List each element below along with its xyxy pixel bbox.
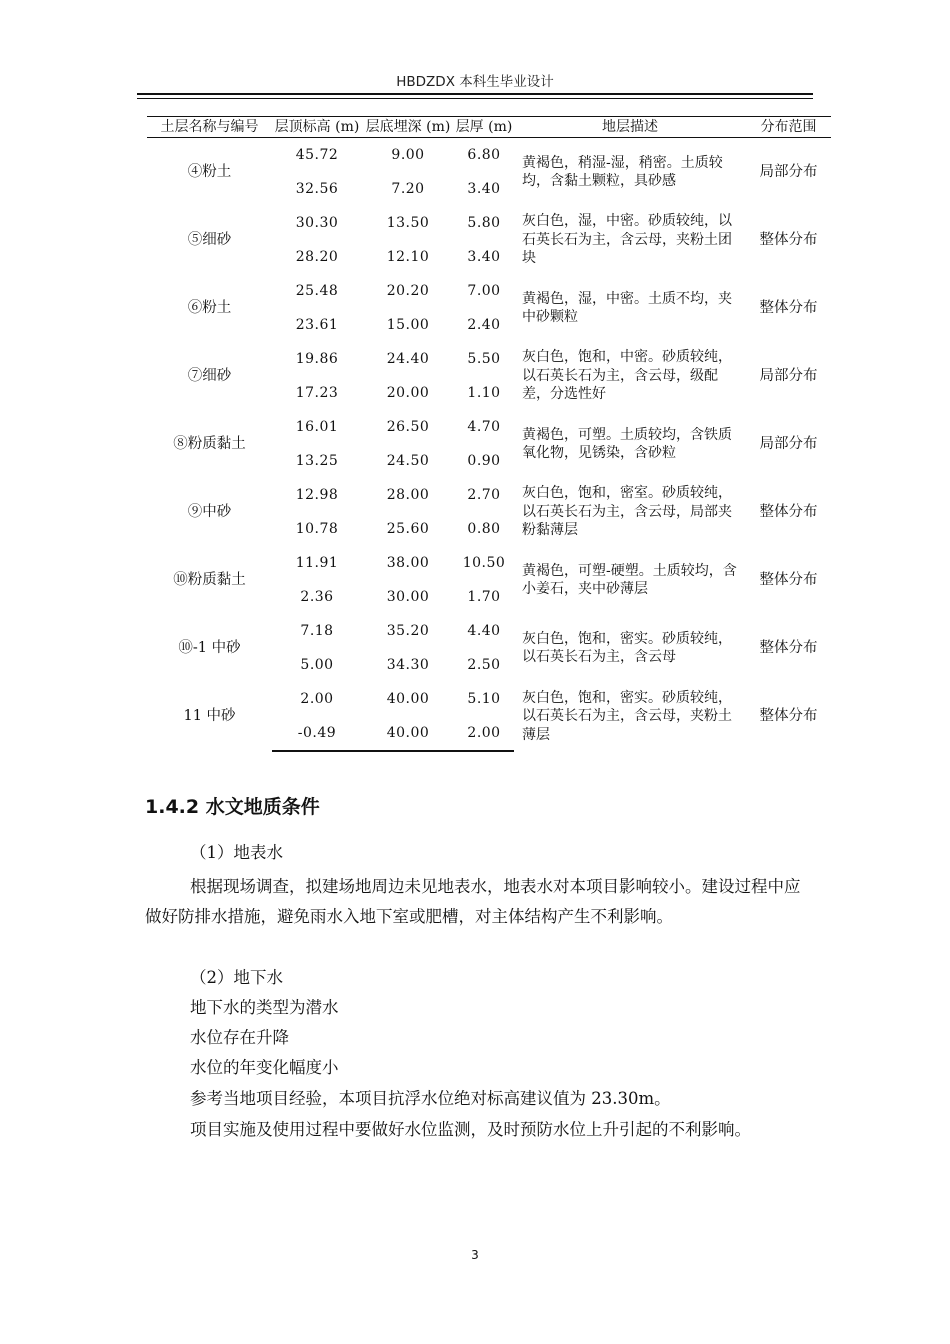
bottom-depth: 24.40 xyxy=(386,350,430,367)
thickness: 5.10 xyxy=(467,690,501,707)
bottom-depth: 28.00 xyxy=(386,486,430,503)
bottom-depth: 7.20 xyxy=(391,180,425,197)
stratum-description: 灰白色，饱和，中密。砂质较纯，以石英长石为主，含云母，级配差，分选性好 xyxy=(522,349,732,403)
top-elevation: 11.91 xyxy=(295,554,339,571)
distribution-range: 整体分布 xyxy=(759,299,818,316)
top-elevation: 23.61 xyxy=(295,316,339,333)
bottom-depth: 12.10 xyxy=(386,248,430,265)
page-number: 3 xyxy=(471,1248,479,1262)
stratum-name: ⑩粉质黏土 xyxy=(173,571,246,588)
header-rule-thin xyxy=(137,98,813,99)
col-header-range: 分布范围 xyxy=(746,117,831,138)
header-rule-thick xyxy=(137,93,813,95)
stratum-name: ⑧粉质黏土 xyxy=(173,435,246,452)
thickness: 3.40 xyxy=(467,248,501,265)
top-elevation: 45.72 xyxy=(295,146,339,163)
stratum-description: 黄褐色，湿，中密。土质不均，夹中砂颗粒 xyxy=(522,290,732,325)
subheading-groundwater: （2）地下水 xyxy=(190,968,283,987)
paragraph-groundwater-type: 地下水的类型为潜水 xyxy=(190,998,339,1017)
table-row xyxy=(147,274,831,308)
thickness: 10.50 xyxy=(462,554,506,571)
thickness: 5.80 xyxy=(467,214,501,231)
bottom-depth: 40.00 xyxy=(362,716,454,751)
thickness: 0.80 xyxy=(467,520,501,537)
table-row xyxy=(147,342,831,376)
stratum-name: ⑩-1 中砂 xyxy=(178,639,241,656)
distribution-range: 整体分布 xyxy=(759,503,818,520)
col-header-bottom-depth: 层底埋深 (m) xyxy=(362,117,454,138)
thickness: 4.70 xyxy=(467,418,501,435)
stratum-description: 灰白色，饱和，密室。砂质较纯，以石英长石为主，含云母，局部夹粉黏薄层 xyxy=(522,485,732,539)
bottom-depth: 40.00 xyxy=(386,690,430,707)
thickness: 0.90 xyxy=(467,452,501,469)
stratum-name: ⑨中砂 xyxy=(187,503,232,520)
col-header-name: 土层名称与编号 xyxy=(147,117,272,138)
thickness: 5.50 xyxy=(467,350,501,367)
table-row xyxy=(147,410,831,444)
table-row xyxy=(147,546,831,580)
distribution-range: 局部分布 xyxy=(759,163,818,180)
col-header-description: 地层描述 xyxy=(514,117,746,138)
bottom-depth: 38.00 xyxy=(386,554,430,571)
stratum-name: ④粉土 xyxy=(187,163,232,180)
bottom-depth: 26.50 xyxy=(386,418,430,435)
bottom-depth: 34.30 xyxy=(386,656,430,673)
thickness: 2.00 xyxy=(454,716,514,751)
table-row xyxy=(147,206,831,240)
thickness: 1.70 xyxy=(467,588,501,605)
stratum-description: 黄褐色，稍湿-湿，稍密。土质较均，含黏土颗粒，具砂感 xyxy=(522,154,723,189)
thickness: 2.40 xyxy=(467,316,501,333)
thickness: 2.70 xyxy=(467,486,501,503)
stratum-name: ⑦细砂 xyxy=(187,367,232,384)
thickness: 4.40 xyxy=(467,622,501,639)
top-elevation: 32.56 xyxy=(295,180,339,197)
distribution-range: 局部分布 xyxy=(759,435,818,452)
thickness: 1.10 xyxy=(467,384,501,401)
bottom-depth: 30.00 xyxy=(386,588,430,605)
paragraph-monitoring: 项目实施及使用过程中要做好水位监测，及时预防水位上升引起的不利影响。 xyxy=(190,1120,751,1139)
table-header-row xyxy=(147,117,831,138)
section-heading: 1.4.2 水文地质条件 xyxy=(145,796,320,818)
col-header-thickness: 层厚 (m) xyxy=(454,117,514,138)
stratum-name: 11 中砂 xyxy=(183,708,236,724)
soil-strata-table xyxy=(147,116,831,752)
table-row xyxy=(147,478,831,512)
top-elevation: 25.48 xyxy=(295,282,339,299)
subheading-surface-water: （1）地表水 xyxy=(190,843,283,862)
bottom-depth: 24.50 xyxy=(386,452,430,469)
distribution-range: 整体分布 xyxy=(759,231,818,248)
stratum-description: 黄褐色，可塑。土质较均，含铁质氧化物，见锈染，含砂粒 xyxy=(522,426,732,461)
table-row xyxy=(147,682,831,716)
col-header-top-elevation: 层顶标高 (m) xyxy=(272,117,362,138)
top-elevation: 30.30 xyxy=(295,214,339,231)
distribution-range: 整体分布 xyxy=(759,708,818,724)
paragraph-anti-float-level: 参考当地项目经验，本项目抗浮水位绝对标高建议值为 23.30m。 xyxy=(190,1089,671,1108)
thickness: 6.80 xyxy=(467,146,501,163)
top-elevation: 19.86 xyxy=(295,350,339,367)
stratum-name: ⑥粉土 xyxy=(187,299,232,316)
paragraph-surface-water: 根据现场调查，拟建场地周边未见地表水，地表水对本项目影响较小。建设过程中应做好防排水措施，避免雨水入地下室或肥槽，对主体结构产生不利影响。 xyxy=(145,877,801,926)
bottom-depth: 13.50 xyxy=(386,214,430,231)
stratum-name: ⑤细砂 xyxy=(187,231,232,248)
stratum-description: 黄褐色，可塑-硬塑。土质较均，含小姜石，夹中砂薄层 xyxy=(522,562,737,597)
bottom-depth: 9.00 xyxy=(391,146,425,163)
table-row xyxy=(147,614,831,648)
thickness: 2.50 xyxy=(467,656,501,673)
top-elevation: 17.23 xyxy=(295,384,339,401)
stratum-description: 灰白色，饱和，密实。砂质较纯，以石英长石为主，含云母，夹粉土薄层 xyxy=(522,689,732,743)
page-header-title: HBDZDX 本科生毕业设计 xyxy=(396,74,554,90)
distribution-range: 整体分布 xyxy=(759,639,818,656)
top-elevation: 16.01 xyxy=(295,418,339,435)
bottom-depth: 20.20 xyxy=(386,282,430,299)
bottom-depth: 25.60 xyxy=(386,520,430,537)
stratum-description: 灰白色，饱和，密实。砂质较纯，以石英长石为主，含云母 xyxy=(522,630,732,665)
bottom-depth: 35.20 xyxy=(386,622,430,639)
paragraph-annual-variation: 水位的年变化幅度小 xyxy=(190,1058,339,1077)
top-elevation: 12.98 xyxy=(295,486,339,503)
top-elevation: 7.18 xyxy=(300,622,334,639)
thickness: 3.40 xyxy=(467,180,501,197)
distribution-range: 整体分布 xyxy=(759,571,818,588)
top-elevation: -0.49 xyxy=(272,716,362,751)
thickness: 7.00 xyxy=(467,282,501,299)
distribution-range: 局部分布 xyxy=(759,367,818,384)
bottom-depth: 20.00 xyxy=(386,384,430,401)
top-elevation: 13.25 xyxy=(295,452,339,469)
stratum-description: 灰白色，湿，中密。砂质较纯，以石英长石为主，含云母，夹粉土团块 xyxy=(522,213,732,267)
top-elevation: 5.00 xyxy=(300,656,334,673)
top-elevation: 2.36 xyxy=(300,588,334,605)
top-elevation: 10.78 xyxy=(295,520,339,537)
top-elevation: 2.00 xyxy=(300,690,334,707)
paragraph-water-level-change: 水位存在升降 xyxy=(190,1028,289,1047)
table-row xyxy=(147,138,831,173)
bottom-depth: 15.00 xyxy=(386,316,430,333)
top-elevation: 28.20 xyxy=(295,248,339,265)
